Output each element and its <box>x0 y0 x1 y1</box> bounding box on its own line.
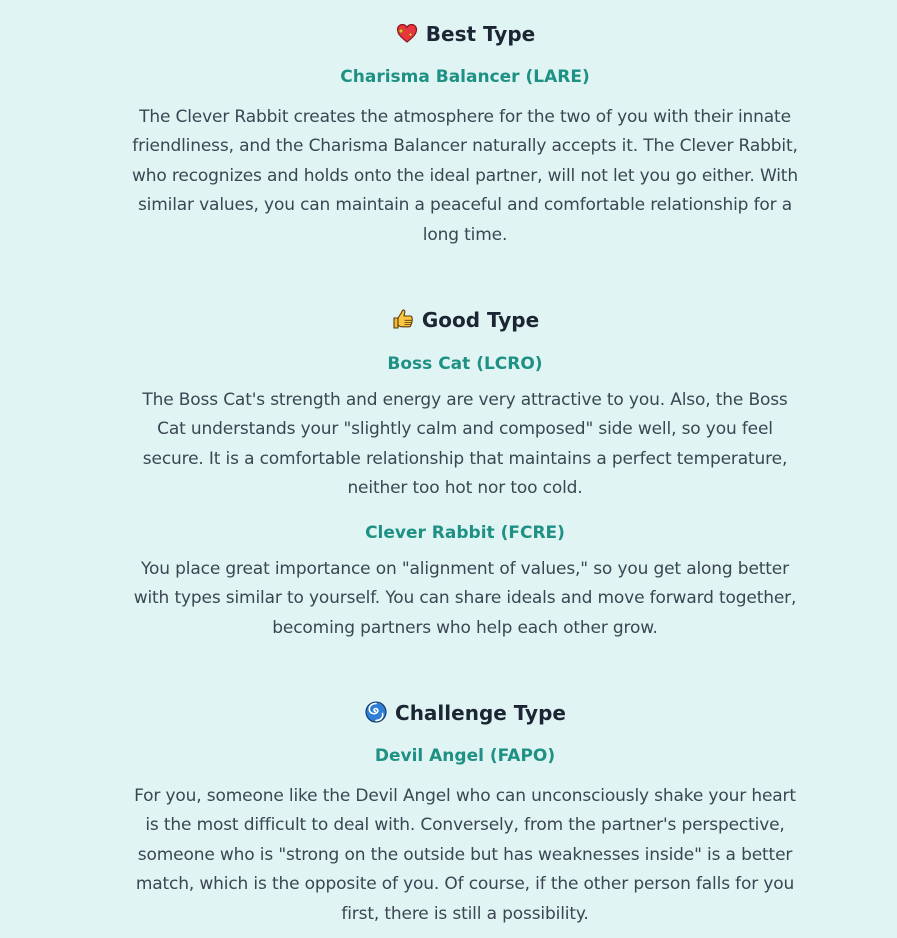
good-type-name-2: Clever Rabbit (FCRE) <box>365 523 565 543</box>
best-type-heading <box>0 20 897 48</box>
good-type-description-2: You place great importance on "alignment of values," so you get along better with types similar to yourself. You can share ideals and move forward together, becoming partners who help each other grow. <box>133 559 797 638</box>
best-type-name: Charisma Balancer (LARE) <box>340 67 590 87</box>
best-type-title: Best Type <box>425 22 536 46</box>
challenge-type-title: Challenge Type <box>395 701 566 725</box>
good-type-title: Good Type <box>421 308 540 332</box>
cyclone-icon <box>364 700 388 724</box>
sparkling-heart-icon <box>395 21 419 45</box>
challenge-type-name: Devil Angel (FAPO) <box>374 746 556 766</box>
good-type-heading <box>0 306 897 334</box>
challenge-type-description: For you, someone like the Devil Angel who can unconsciously shake your heart is the most difficult to deal with. Conversely, from the partner's perspective, someone who is "strong on the outside but has weaknesses inside" is a better match, which is the opposite of you. Of course, if the other person falls for you first, there is still a possibility. <box>134 786 796 924</box>
good-type-name-1: Boss Cat (LCRO) <box>387 354 543 374</box>
challenge-type-heading <box>0 699 897 727</box>
thumbs-up-icon <box>391 307 415 331</box>
good-type-description-1: The Boss Cat's strength and energy are very attractive to you. Also, the Boss Cat understands your "slightly calm and composed" side well, so you feel secure. It is a comfortable relationship that maintains a perfect temperature, neither too hot nor too cold. <box>142 390 788 499</box>
best-type-description: The Clever Rabbit creates the atmosphere for the two of you with their innate friendliness, and the Charisma Balancer naturally accepts it. The Clever Rabbit, who recognizes and holds onto the ideal partner, will not let you go either. With similar values, you can maintain a peaceful and comfortable relationship for a long time. <box>132 107 798 245</box>
